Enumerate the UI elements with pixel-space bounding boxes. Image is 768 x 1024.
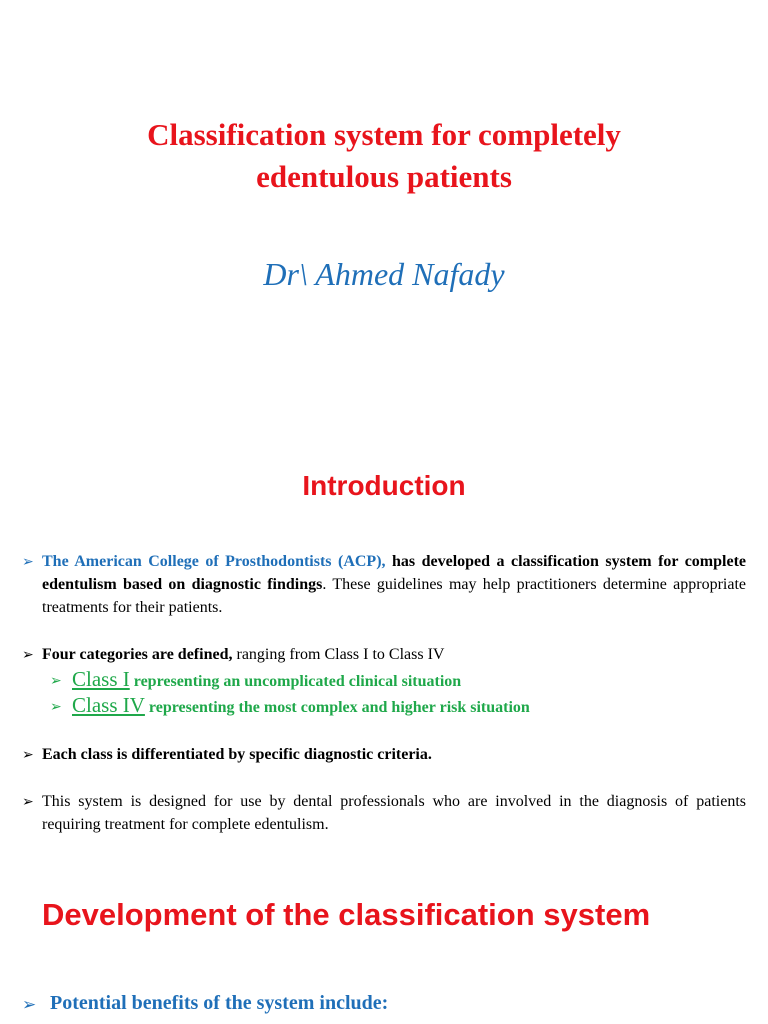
arrow-bullet-icon: ➢	[50, 673, 62, 689]
acp-rest-text: . These guidelines may help practitioners determine appropriate treatments for their patients.	[42, 576, 747, 616]
arrow-bullet-icon: ➢	[22, 747, 34, 763]
class-i-label: Class I	[72, 667, 130, 691]
sub-bullet-class-i	[50, 666, 461, 695]
acp-bold-text: has developed a classification system for complete edentulism based on diagnostic findings	[42, 553, 747, 593]
introduction-heading: Introduction	[302, 470, 466, 501]
class-i-text	[72, 666, 461, 695]
differentiated-text: Each class is differentiated by specific diagnostic criteria.	[42, 746, 432, 763]
class-i-description: representing an uncomplicated clinical situation	[129, 673, 462, 690]
categories-rest: ranging from Class I to Class IV	[232, 646, 445, 663]
arrow-bullet-icon: ➢	[22, 794, 34, 810]
bullet-categories	[22, 643, 746, 666]
arrow-bullet-icon: ➢	[22, 554, 34, 570]
class-iv-label: Class IV	[72, 693, 145, 717]
document-title	[0, 114, 768, 198]
acp-org-name: The American College of Prosthodontists (ACP),	[42, 553, 386, 570]
arrow-bullet-icon: ➢	[22, 995, 37, 1015]
benefits-text: Potential benefits of the system include:	[50, 992, 389, 1014]
author-name: Dr\ Ahmed Nafady	[263, 256, 505, 292]
arrow-bullet-icon: ➢	[22, 647, 34, 663]
designed-text: This system is designed for use by dental professionals who are involved in the diagnosis of patients requiring treatment for complete edentulism.	[42, 793, 746, 833]
class-iv-text	[72, 692, 530, 721]
bullet-benefits	[22, 988, 388, 1018]
bullet-acp-text	[42, 550, 746, 619]
bullet-differentiated	[22, 743, 746, 766]
title-line-2: edentulous patients	[256, 159, 512, 194]
class-iv-description: representing the most complex and higher risk situation	[144, 699, 530, 716]
bullet-acp	[22, 550, 746, 619]
categories-text	[42, 643, 746, 666]
development-heading: Development of the classification system	[42, 897, 651, 932]
sub-bullet-class-iv	[50, 692, 530, 721]
arrow-bullet-icon: ➢	[50, 699, 62, 715]
categories-bold: Four categories are defined,	[42, 646, 233, 663]
title-line-1: Classification system for completely	[147, 117, 621, 152]
bullet-designed	[22, 790, 746, 836]
